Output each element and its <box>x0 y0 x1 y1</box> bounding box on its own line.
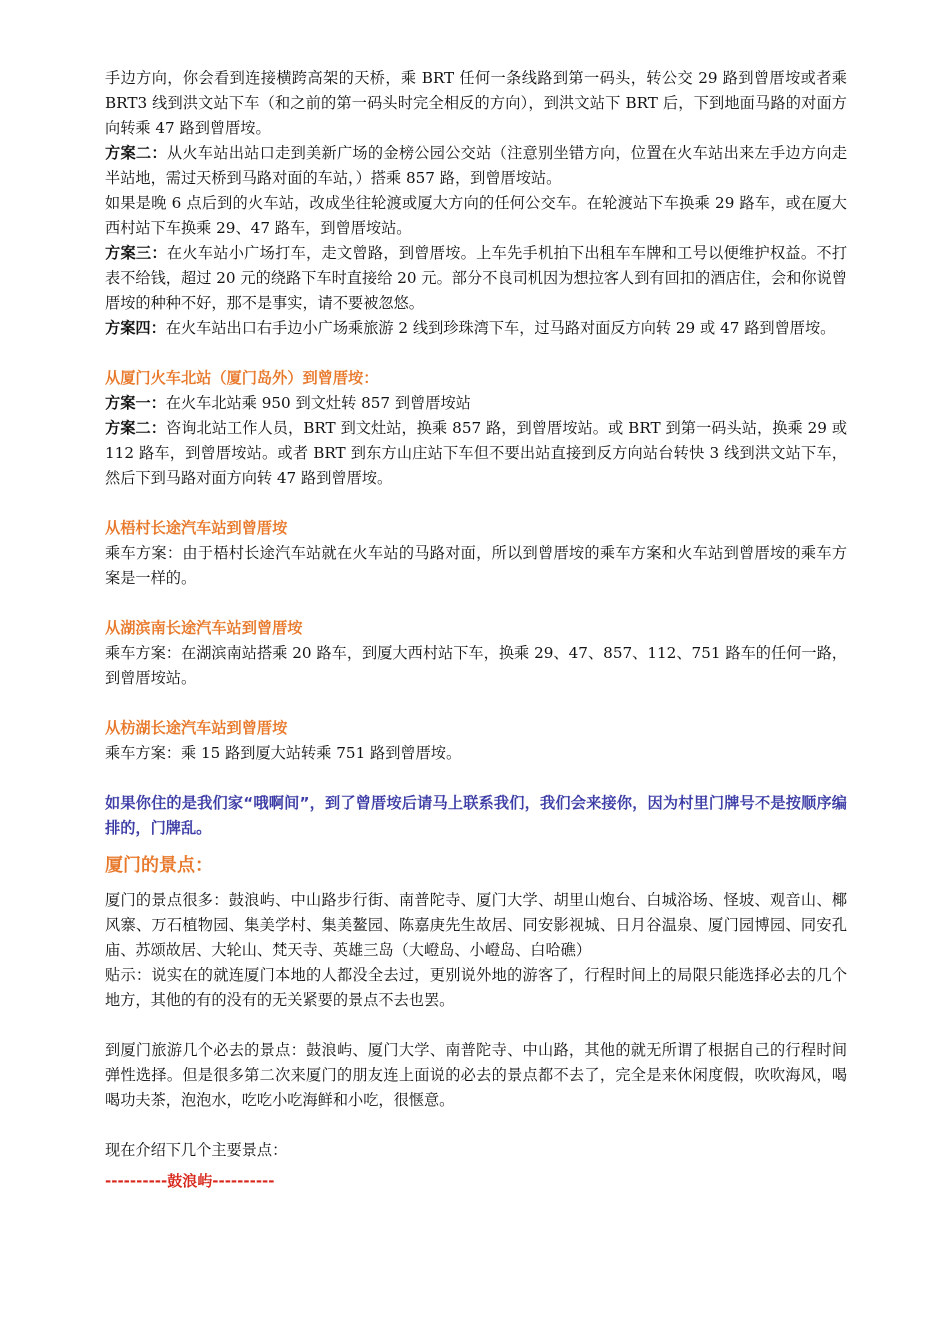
paragraph-plan-4 <box>105 316 847 341</box>
north-plan-2-text: 咨询北站工作人员，BRT 到文灶站，换乘 857 路，到曾厝垵站。或 BRT 到第一码头站，换乘 29 或 112 路车，到曾厝垵站。或者 BRT 到东方山庄站下车但不要出站直接到反方向站台转快 3 线到洪文站下车，然后下到马路对面方向转 47 路到曾厝垵。 <box>105 419 848 487</box>
north-plan-1-text: 在火车北站乘 950 到文灶转 857 到曾厝垵站 <box>165 394 471 412</box>
paragraph-route-brt: 手边方向，你会看到连接横跨高架的天桥，乘 BRT 任何一条线路到第一码头，转公交 29 路到曾厝垵或者乘 BRT3 线到洪文站下车（和之前的第一码头时完全相反的方向），到洪文站下 BRT 后，下到地面马路的对面方向转乘 47 路到曾厝垵。 <box>105 69 847 137</box>
plan-2-label: 方案二： <box>105 144 167 162</box>
north-plan-2-label: 方案二： <box>105 419 166 437</box>
plan-4-text: 在火车站出口右手边小广场乘旅游 2 线到珍珠湾下车，过马路对面反方向转 29 或 47 路到曾厝垵。 <box>165 319 836 337</box>
plan-3-label: 方案三： <box>105 244 167 262</box>
spacer <box>105 1113 847 1138</box>
spacer <box>105 1013 847 1038</box>
contact-notice: 如果你住的是我们家“哦啊间”，到了曾厝垵后请马上联系我们，我们会来接你，因为村里门牌号不是按顺序编排的，门牌乱。 <box>105 794 847 837</box>
scenic-spots-heading: 厦门的景点： <box>105 855 213 876</box>
paragraph-evening-note: 如果是晚 6 点后到的火车站，改成坐往轮渡或厦大方向的任何公交车。在轮渡站下车换乘 29 路车，或在厦大西村站下车换乘 29、47 路车，到曾厝垵站。 <box>105 194 847 237</box>
must-go-paragraph: 到厦门旅游几个必去的景点：鼓浪屿、厦门大学、南普陀寺、中山路，其他的就无所谓了根据自己的行程时间弹性选择。但是很多第二次来厦门的朋友连上面说的必去的景点都不去了，完全是来休闲度假，吹吹海风，喝喝功夫茶，泡泡水，吃吃小吃海鲜和小吃，很惬意。 <box>105 1041 847 1109</box>
fanghu-heading: 从枋湖长途汽车站到曾厝垵 <box>105 719 288 737</box>
tip-paragraph: 贴示：说实在的就连厦门本地的人都没全去过，更别说外地的游客了，行程时间上的局限只能选择必去的几个地方，其他的有的没有的无关紧要的景点不去也罢。 <box>105 966 847 1009</box>
north-station-heading: 从厦门火车北站（厦门岛外）到曾厝垵： <box>105 369 379 387</box>
spacer <box>105 766 847 791</box>
paragraph-plan-2 <box>105 141 847 191</box>
plan-3-text: 在火车站小广场打车，走文曾路，到曾厝垵。上车先手机拍下出租车车牌和工号以便维护权益。不打表不给钱，超过 20 元的绕路下车时直接给 20 元。部分不良司机因为想拉客人到有回扣的酒店住，会和你说曾厝垵的种种不好，那不是事实，请不要被忽悠。 <box>105 244 848 312</box>
spacer <box>105 491 847 516</box>
plan-4-label: 方案四： <box>105 319 166 337</box>
document-body <box>105 66 847 1194</box>
hubin-paragraph: 乘车方案：在湖滨南站搭乘 20 路车，到厦大西村站下车，换乘 29、47、857、112、751 路车的任何一路，到曾厝垵站。 <box>105 644 847 687</box>
plan-2-text: 从火车站出站口走到美新广场的金榜公园公交站（注意别坐错方向，位置在火车站出来左手边方向走半站地，需过天桥到马路对面的车站，）搭乘 857 路，到曾厝垵站。 <box>105 144 848 187</box>
spacer <box>105 341 847 366</box>
spacer <box>105 691 847 716</box>
fanghu-paragraph: 乘车方案：乘 15 路到厦大站转乘 751 路到曾厝垵。 <box>105 744 462 762</box>
wucun-heading: 从梧村长途汽车站到曾厝垵 <box>105 519 288 537</box>
hubin-heading: 从湖滨南长途汽车站到曾厝垵 <box>105 619 303 637</box>
paragraph-plan-3 <box>105 241 847 316</box>
gulangyu-heading: ----------鼓浪屿---------- <box>105 1172 275 1190</box>
intro-paragraph: 现在介绍下几个主要景点： <box>105 1141 288 1159</box>
paragraph-north-plan-2 <box>105 416 847 491</box>
wucun-paragraph: 乘车方案：由于梧村长途汽车站就在火车站的马路对面，所以到曾厝垵的乘车方案和火车站到曾厝垵的乘车方案是一样的。 <box>105 544 847 587</box>
paragraph-north-plan-1 <box>105 391 847 416</box>
north-plan-1-label: 方案一： <box>105 394 166 412</box>
spacer <box>105 591 847 616</box>
scenic-list-paragraph: 厦门的景点很多：鼓浪屿、中山路步行街、南普陀寺、厦门大学、胡里山炮台、白城浴场、怪坡、观音山、椰风寨、万石植物园、集美学村、集美鳌园、陈嘉庚先生故居、同安影视城、日月谷温泉、厦门园博园、同安孔庙、苏颂故居、大轮山、梵天寺、英雄三岛（大嶝岛、小嶝岛、白哈礁） <box>105 891 847 959</box>
